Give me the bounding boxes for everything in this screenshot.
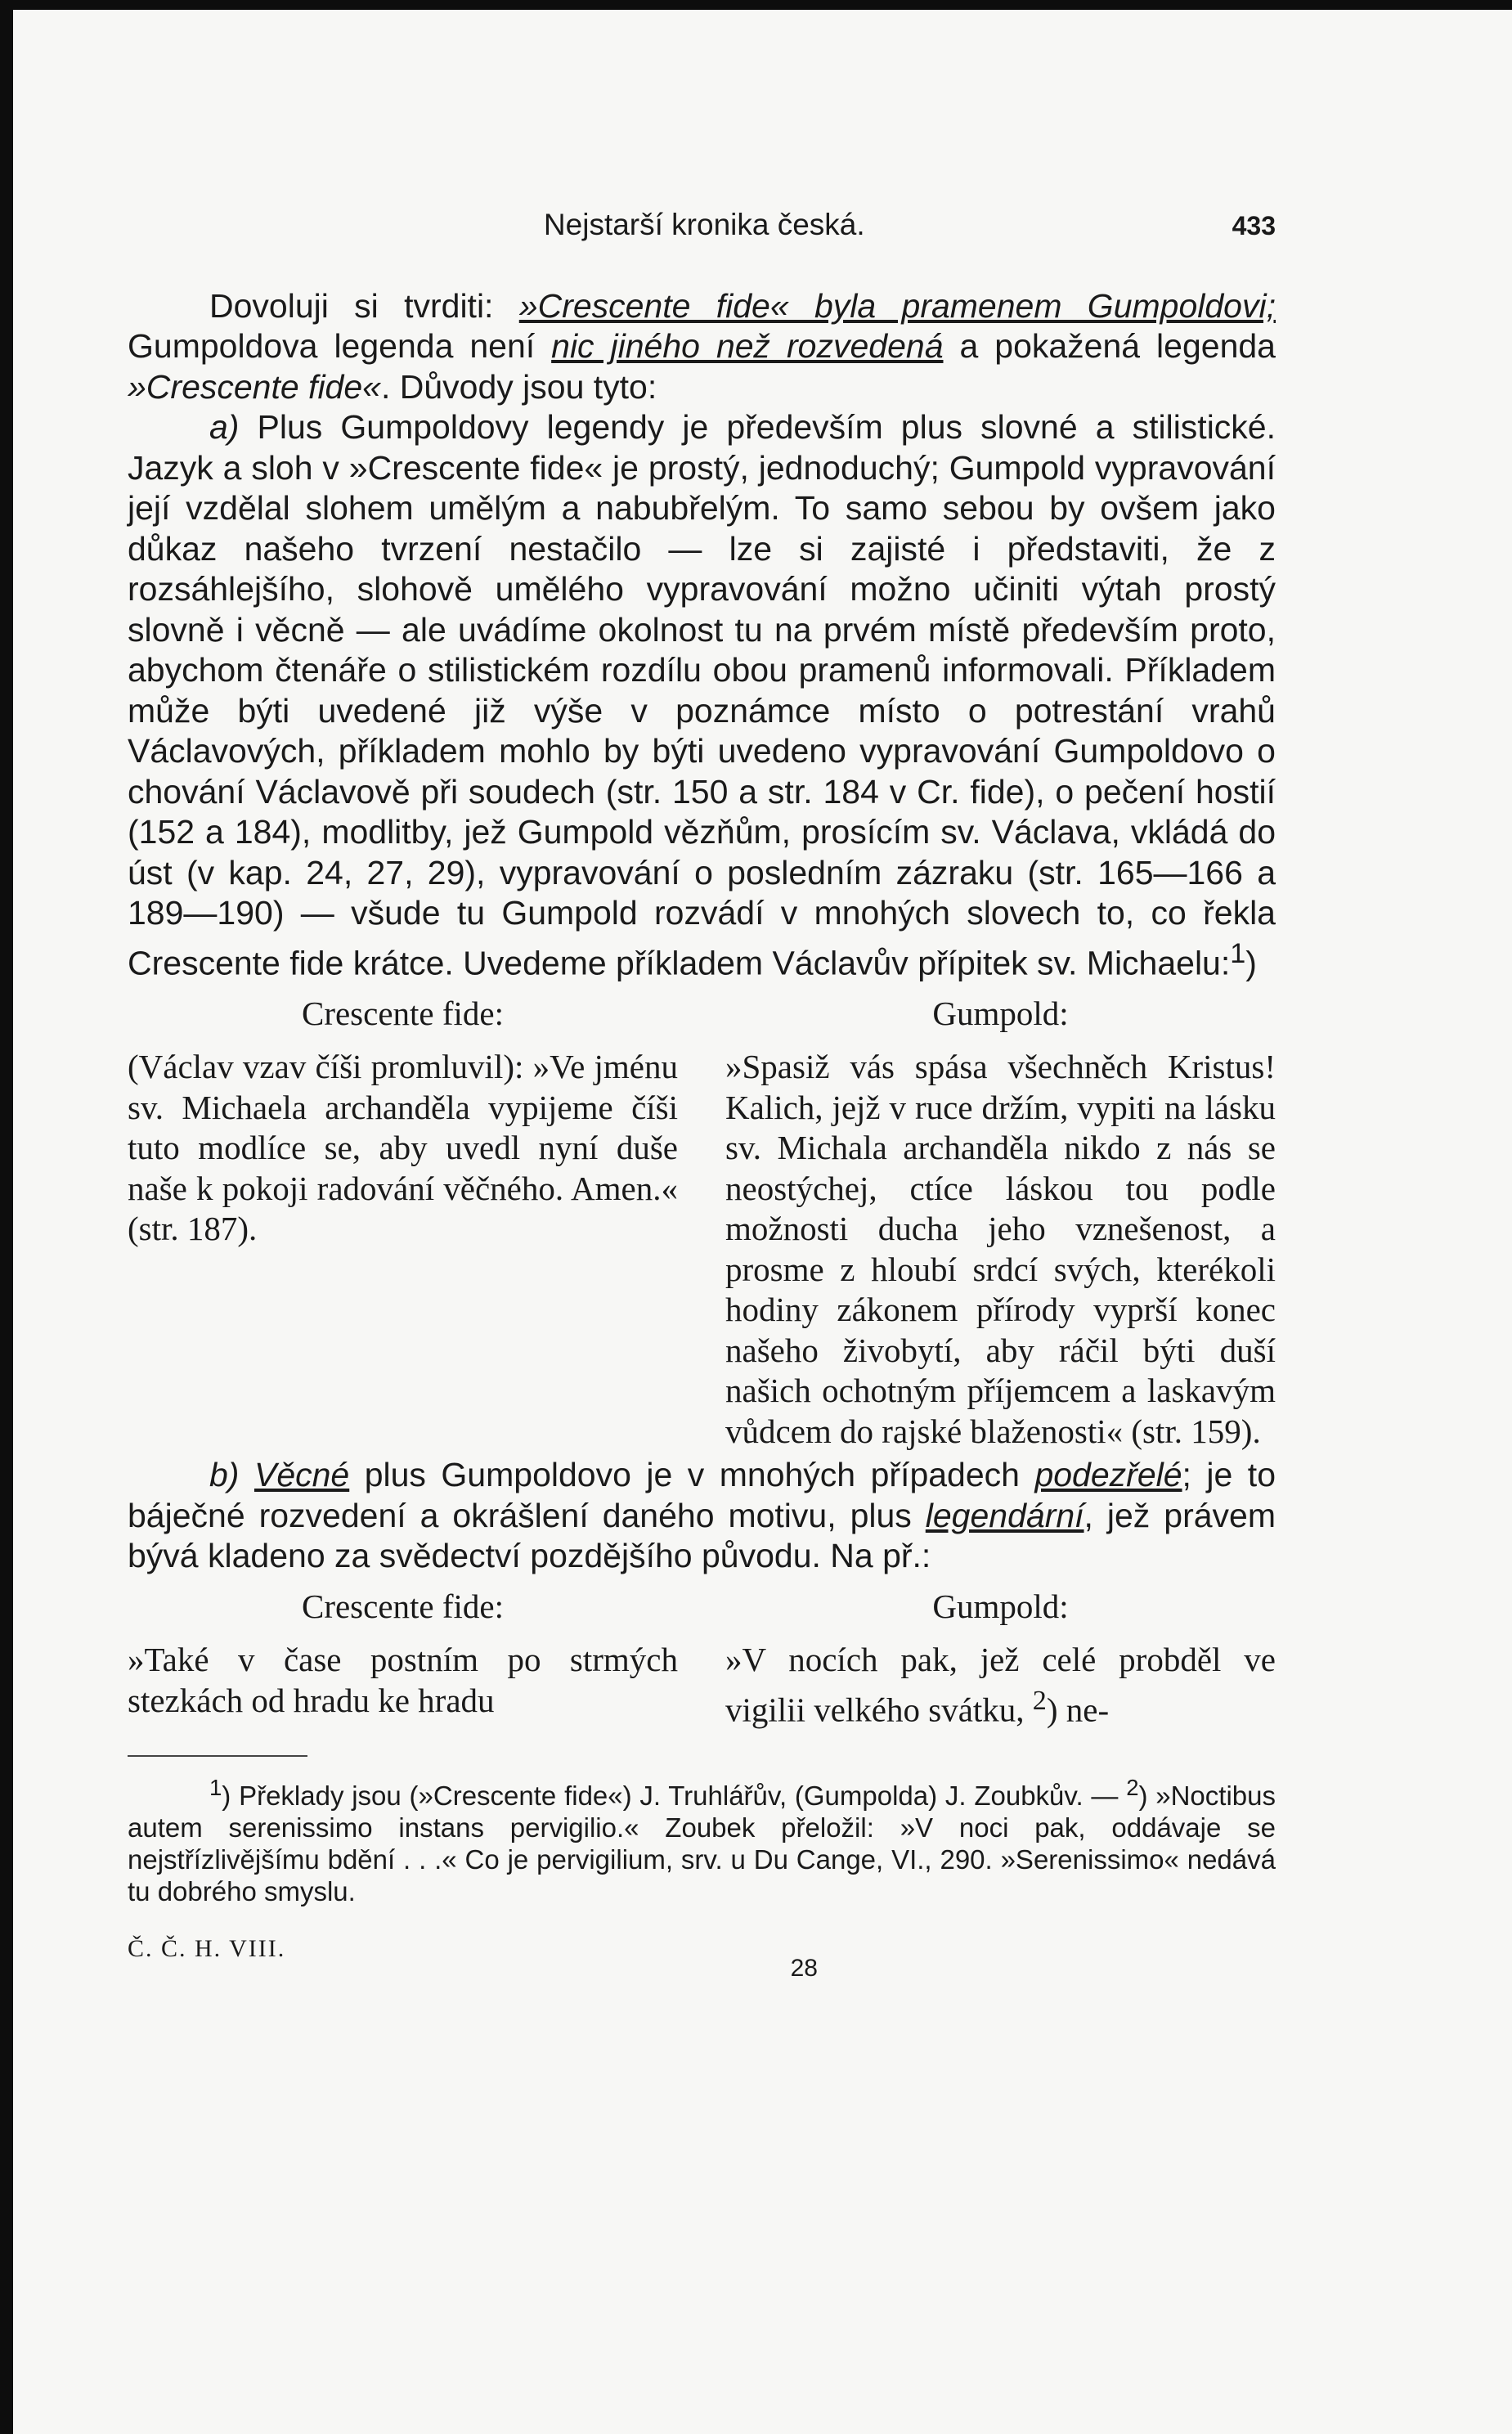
point-b-text-2: ; je to báječné rozvedení a okrášlení daného motivu, plus	[128, 1456, 1276, 1534]
intro-paragraph	[128, 286, 1276, 408]
point-a-label: a)	[209, 408, 240, 446]
point-b-paragraph	[128, 1455, 1276, 1577]
intro-text-2: Gumpoldova legenda není	[128, 327, 552, 365]
signature-mark: Č. Č. H. VIII.	[128, 1934, 286, 1962]
comparison-2-right-head: Gumpold:	[932, 1587, 1069, 1625]
point-b-term-1: Věcné	[253, 1456, 350, 1494]
intro-title-ref: »Crescente fide«	[128, 367, 381, 406]
point-b-text-3: , jež právem bývá kladeno za svědectví pozdějšího původu. Na př.:	[128, 1496, 1276, 1575]
point-a-paragraph	[128, 407, 1276, 984]
comparison-2-left	[128, 1587, 678, 1731]
comparison-2-left-head: Crescente fide:	[301, 1587, 505, 1625]
point-b-term-2: podezřelé	[1034, 1456, 1182, 1494]
point-b-text-1: plus Gumpoldovo je v mnohých případech	[349, 1456, 1035, 1494]
point-a-text: Plus Gumpoldovy legendy je především plus slovné a stilistické. Jazyk a sloh v »Crescente fide« je prostý, jednoduchý; Gumpold vypravování její vzdělal slohem umělým a nabubřelým. To samo sebou by ovšem jako důkaz našeho tvrzení nestačilo — lze si zajisté i představiti, že z rozsáhlejšího, slohově umělého vypravování možno učiniti výtah prostý slovně i věcně — ale uvádíme okolnost tu na prvém místě především proto, abychom čtenáře o stilistickém rozdílu obou pramenů informovali. Příkladem může býti uvedené již výše v poznámce místo o potrestání vrahů Václavových, příkladem mohlo by býti uvedeno vypravování Gumpoldovo o chování Václavově při soudech (str. 150 a str. 184 v Cr. fide), o pečení hostií (152 a 184), modlitby, jež Gumpold vězňům, prosícím sv. Václava, vkládá do úst (v kap. 24, 27, 29), vypravování o posledním zázraku (str. 165—166 a 189—190) — všude tu Gumpold rozvádí v mnohých slovech to, co řekla Crescente fide krátce. Uvedeme příkladem Václavův přípitek sv. Michaelu:	[128, 408, 1276, 982]
scan-top-edge	[0, 0, 1512, 10]
footnote-text-1: ) Překlady jsou (»Crescente fide«) J. Truhlářův, (Gumpolda) J. Zoubkův. —	[222, 1780, 1127, 1811]
point-b-term-3: legendární	[925, 1496, 1084, 1534]
comparison-2-right	[725, 1587, 1276, 1731]
intro-claim-1: »Crescente fide« byla pramenem Gumpoldovi;	[518, 286, 1276, 325]
sheet-number: 28	[790, 1954, 818, 1982]
comparison-1-left-text: (Václav vzav číši promluvil): »Ve jménu sv. Michaela archanděla vypijeme číši tuto modlíce se, aby uvedl nyní duše naše k pokoji radování věčného. Amen.« (str. 187).	[128, 1048, 678, 1248]
footnote-ref-1[interactable]: 1	[1230, 937, 1246, 969]
scan-left-edge	[0, 0, 13, 2434]
footnote-mark-1: 1	[209, 1774, 222, 1800]
comparison-1-right	[725, 994, 1276, 1453]
intro-claim-2: nic jiného než rozvedená	[551, 327, 944, 365]
comparison-2-right-text	[725, 1640, 1276, 1731]
point-a-close: )	[1245, 944, 1257, 982]
footnote-mark-2: 2	[1126, 1774, 1139, 1800]
footnote-ref-2[interactable]: 2	[1032, 1685, 1047, 1716]
comparison-1-left	[128, 994, 678, 1453]
footnote-text-2: ) »Noctibus autem serenissimo instans pervigilio.« Zoubek přeložil: »V noci pak, oddávaje se nejstřízlivějšímu bdění . . .« Co je pervigilium, srv. u Du Cange, VI., 290. »Serenissimo« nedává tu dobrého smyslu.	[128, 1780, 1276, 1906]
page-number: 433	[1232, 211, 1276, 240]
comparison-table-2	[128, 1587, 1276, 1731]
comparison-1-right-text: »Spasiž vás spása všechněch Kristus! Kalich, jejž v ruce držím, vypiti na lásku sv. Michala archanděla nikdo z nás se neostýchej, ctíce láskou tou podle možnosti ducha jeho vznešenost, a prosme z hloubí srdcí svých, kterékoli hodiny zákonem přírody vyprší konec našeho živobytí, aby ráčil býti duší našich ochotným příjemcem a laskavým vůdcem do rajské blaženosti« (str. 159).	[725, 1048, 1276, 1450]
intro-text-1: Dovoluji si tvrditi:	[209, 286, 519, 325]
comparison-1-left-head: Crescente fide:	[301, 994, 505, 1032]
intro-text-3: a pokažená legenda	[943, 327, 1276, 365]
point-b-label: b)	[209, 1456, 240, 1494]
footnotes	[128, 1772, 1276, 1907]
comparison-2-right-text-pre: »V nocích pak, jež celé probděl ve vigilii velkého svátku,	[725, 1641, 1276, 1729]
running-header	[128, 204, 1276, 247]
intro-text-4: . Důvody jsou tyto:	[380, 367, 657, 406]
book-page	[128, 204, 1276, 1988]
running-title: Nejstarší kronika česká.	[543, 208, 865, 241]
comparison-1-right-head: Gumpold:	[932, 994, 1069, 1032]
comparison-2-left-text: »Také v čase postním po strmých stezkách od hradu ke hradu	[128, 1641, 678, 1719]
page-footer	[128, 1929, 1276, 1989]
comparison-table-1	[128, 994, 1276, 1453]
comparison-2-right-text-post: ) ne-	[1046, 1691, 1110, 1729]
footnote-divider	[128, 1755, 307, 1757]
